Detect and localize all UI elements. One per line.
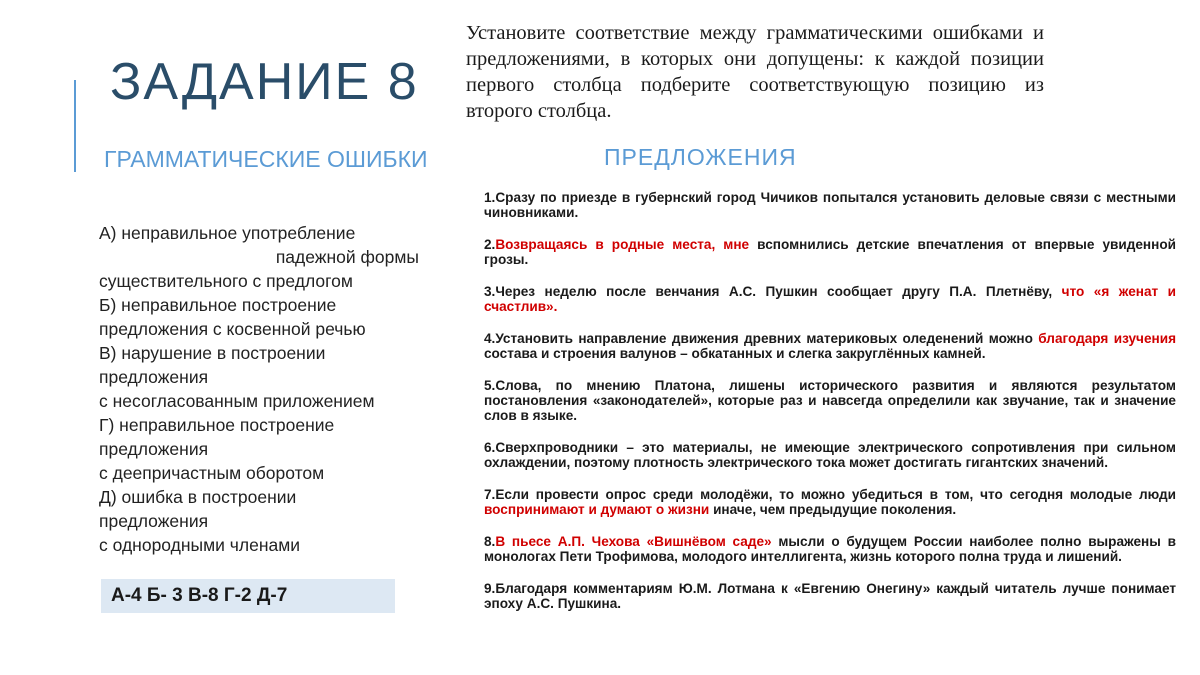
page-title: ЗАДАНИЕ 8 (110, 53, 419, 111)
sentence-text-end: состава и строения валунов – обкатанных и слегка закруглённых камней. (484, 346, 986, 361)
error-line: предложения (99, 511, 209, 531)
sentence-error-highlight: В пьесе А.П. Чехова «Вишнёвом саде» (495, 534, 772, 549)
sentence-text: 6.Сверхпроводники – это материалы, не имеющие электрического сопротивления при сильном охлаждении, поэтому плотность электрического тока может достигать гигантских значений. (484, 440, 1176, 470)
sentence-item (484, 284, 1176, 314)
sentence-text: 3.Через неделю после венчания А.С. Пушкин сообщает другу П.А. Плетнёву, (484, 284, 1062, 299)
sentence-text: 5.Слова, по мнению Платона, лишены исторического развития и являются результатом постановления «законодателей», которые раз и навсегда определили как звучание, так и значение слов в языке. (484, 378, 1176, 423)
sentence-item (484, 581, 1176, 611)
sentence-item (484, 237, 1176, 267)
sentence-item (484, 190, 1176, 220)
error-line: падежной формы (275, 247, 419, 267)
sentence-error-highlight: что «я женат и счастлив». (484, 284, 1176, 314)
sentence-item (484, 487, 1176, 517)
sentence-text: 7.Если провести опрос среди молодёжи, то можно убедиться в том, что сегодня молодые люди (484, 487, 1176, 502)
error-line: Б) неправильное построение (99, 295, 337, 315)
sentences-heading: ПРЕДЛОЖЕНИЯ (604, 144, 797, 170)
error-line: с однородными членами (99, 535, 301, 555)
sentence-text: 4.Установить направление движения древних материковых оледенений можно (484, 331, 1039, 346)
sentence-text-end: иначе, чем предыдущие поколения. (709, 502, 957, 517)
sentence-text: 2. (484, 237, 496, 252)
error-line: существительного с предлогом (99, 271, 353, 291)
error-line: с несогласованным приложением (99, 391, 375, 411)
error-line: с деепричастным оборотом (99, 463, 325, 483)
sentences-list (484, 190, 1176, 628)
answer-box: А-4 Б- 3 В-8 Г-2 Д-7 (101, 579, 395, 613)
sentence-item (484, 534, 1176, 564)
sentence-text-end: мысли о будущем России наиболее полно выражены в монологах Пети Трофимова, молодого интеллигента, жизнь которого полна труда и лишений. (484, 534, 1176, 564)
sentence-text: 1.Сразу по приезде в губернский город Чичиков попытался установить деловые связи с местными чиновниками. (484, 190, 1176, 220)
sentence-text: 9.Благодаря комментариям Ю.М. Лотмана к «Евгению Онегину» каждый читатель лучше понимает эпоху А.С. Пушкина. (484, 581, 1176, 611)
sentence-item (484, 378, 1176, 423)
sentence-error-highlight: благодаря изучения (1038, 331, 1176, 346)
error-line: А) неправильное употребление (99, 223, 356, 243)
errors-heading: ГРАММАТИЧЕСКИЕ ОШИБКИ (104, 146, 428, 172)
error-line: предложения с косвенной речью (99, 319, 366, 339)
error-line: Г) неправильное построение (99, 415, 335, 435)
sentence-text-end: вспомнились детские впечатления от впервые увиденной грозы. (484, 237, 1176, 267)
error-line: В) нарушение в построении (99, 343, 326, 363)
accent-line (74, 80, 76, 172)
sentence-item (484, 331, 1176, 361)
error-line: предложения (99, 367, 209, 387)
sentence-error-highlight: Возвращаясь в родные места, мне (495, 237, 750, 252)
error-line: предложения (99, 439, 209, 459)
sentence-text: 8. (484, 534, 496, 549)
error-line: Д) ошибка в построении (99, 487, 297, 507)
sentence-item (484, 440, 1176, 470)
errors-list (99, 221, 421, 557)
sentence-error-highlight: воспринимают и думают о жизни (484, 502, 710, 517)
task-instructions: Установите соответствие между грамматическими ошибками и предложениями, в которых они допущены: к каждой позиции первого столбца подберите соответствующую позицию из второго столбца. (466, 22, 1044, 122)
